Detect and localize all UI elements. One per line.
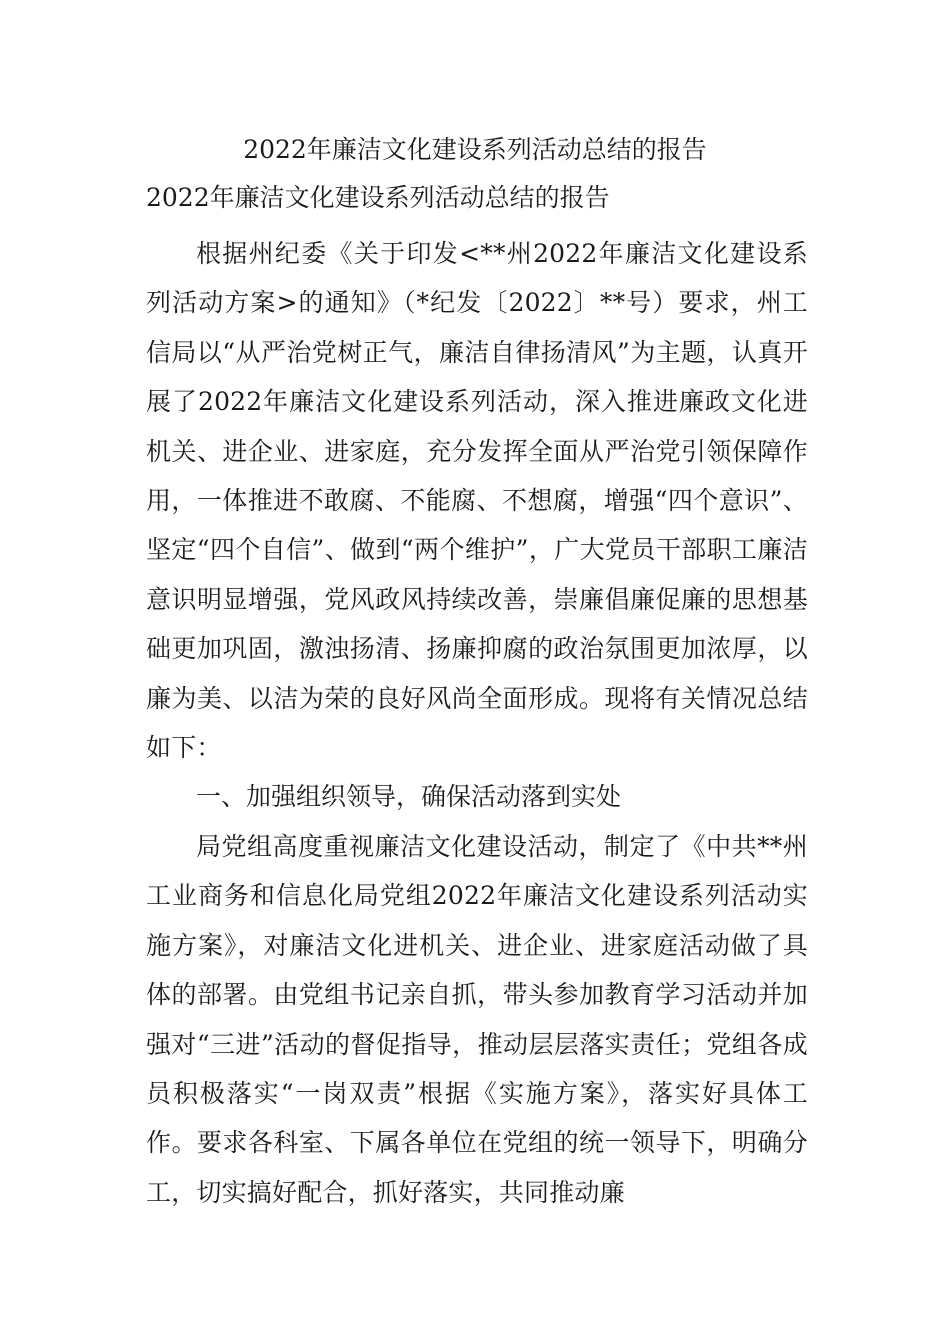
section-1-paragraph: 局党组高度重视廉洁文化建设活动，制定了《中共**州工业商务和信息化局党组2022年廉洁文化建设系列活动实施方案》，对廉洁文化进机关、进企业、进家庭活动做了具体的部署。由党组书记亲自抓，带头参加教育学习活动并加强对“三进”活动的督促指导，推动层层落实责任；党组各成员积极落实“一岗双责”根据《实施方案》，落实好具体工作。要求各科室、下属各单位在党组的统一领导下，明确分工，切实搞好配合，抓好落实，共同推动廉 — [146, 831, 808, 1207]
section-heading-1: 一、加强组织领导，确保活动落到实处 — [196, 782, 622, 812]
intro-paragraph: 根据州纪委《关于印发<**州2022年廉洁文化建设系列活动方案>的通知》（*纪发〔2022〕**号）要求，州工信局以“从严治党树正气，廉洁自律扬清风”为主题，认真开展了2022年廉洁文化建设系列活动，深入推进廉政文化进机关、进企业、进家庭，充分发挥全面从严治党引领保障作用，一体推进不敢腐、不能腐、不想腐，增强“四个意识”、坚定“四个自信”、做到“两个维护”，广大党员干部职工廉洁意识明显增强，党风政风持续改善，崇廉倡廉促廉的思想基础更加巩固，激浊扬清、扬廉抑腐的政治氛围更加浓厚，以廉为美、以洁为荣的良好风尚全面形成。现将有关情况总结如下： — [146, 239, 808, 763]
document-body — [146, 229, 808, 1217]
document-title: 2022年廉洁文化建设系列活动总结的报告 — [243, 135, 707, 164]
document-subtitle: 2022年廉洁文化建设系列活动总结的报告 — [146, 183, 610, 212]
